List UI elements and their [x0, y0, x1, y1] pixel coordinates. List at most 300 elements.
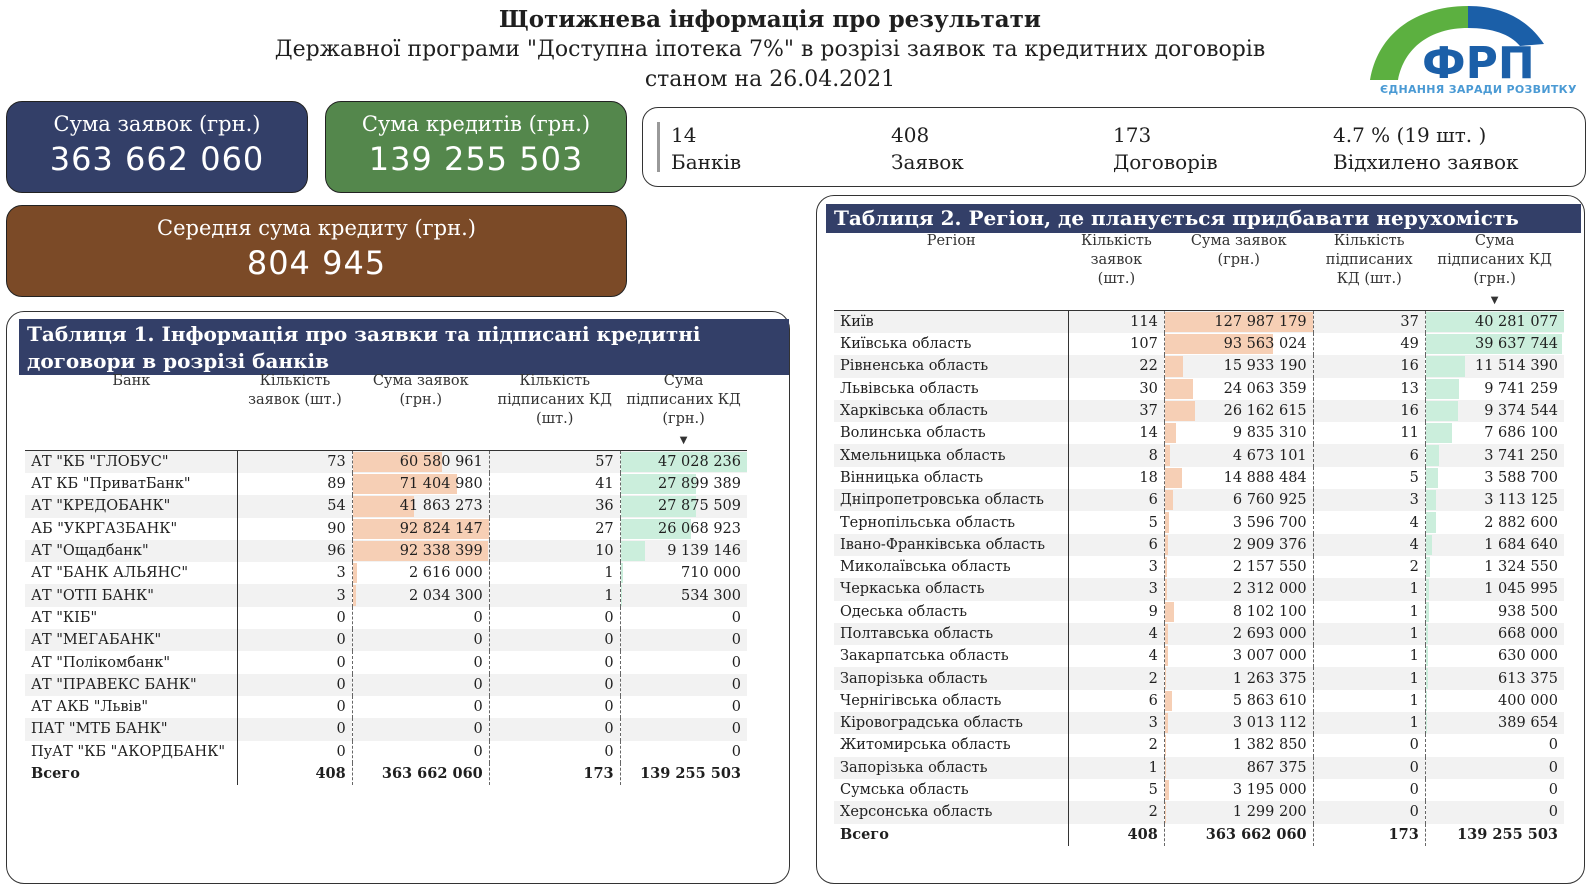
table-row[interactable]	[834, 645, 1564, 667]
cell-name: Закарпатська область	[834, 645, 1068, 667]
cell-count: 37	[1068, 400, 1164, 422]
cell-kd-sum: 0	[1548, 737, 1558, 754]
cell-count: 3	[1068, 556, 1164, 578]
cell-sum: 92 338 399	[352, 540, 489, 562]
cell-sum: 4 673 101	[1164, 444, 1313, 466]
cell-count: 0	[238, 674, 353, 696]
sort-desc-icon[interactable]: ▼	[679, 435, 688, 446]
cell-sum: 2 157 550	[1164, 556, 1313, 578]
cell-kd-count: 6	[1313, 444, 1425, 466]
cell-kd-count: 1	[1313, 623, 1425, 645]
cell-sum: 3 007 000	[1164, 645, 1313, 667]
cell-name: Сумська область	[834, 779, 1068, 801]
sum-bar	[1165, 602, 1174, 622]
cell-name: Полтавська область	[834, 623, 1068, 645]
cell-kd-count: 0	[1313, 734, 1425, 756]
col-header-count[interactable]: Кількість заявок (шт.)	[1068, 232, 1164, 311]
cell-name: Тернопільська область	[834, 511, 1068, 533]
regions-table	[834, 232, 1564, 846]
cell-sum: 41 863 273	[352, 495, 489, 517]
cell-name: Запорізька область	[834, 757, 1068, 779]
cell-kd-sum: 630 000	[1425, 645, 1564, 667]
report-subtitle: Державної програми "Доступна іпотека 7%" в розрізі заявок та кредитних договорів	[274, 37, 1266, 62]
cell-kd-count: 16	[1313, 400, 1425, 422]
cell-kd-sum: 0	[620, 629, 747, 651]
kd-bar	[1426, 356, 1466, 376]
total-sum: 363 662 060	[1164, 824, 1313, 846]
cell-kd-sum: 0	[1425, 757, 1564, 779]
cell-count: 22	[1068, 355, 1164, 377]
cell-kd-count: 37	[1313, 311, 1425, 334]
kd-bar	[1426, 445, 1439, 465]
sum-bar	[1165, 512, 1169, 532]
cell-sum: 1 382 850	[1164, 734, 1313, 756]
table-row[interactable]	[834, 690, 1564, 712]
kpi-average-credit	[6, 205, 627, 297]
total-row	[25, 763, 747, 785]
cell-count: 89	[238, 473, 353, 495]
cell-kd-count: 0	[489, 674, 620, 696]
cell-sum: 3 596 700	[1164, 511, 1313, 533]
cell-kd-sum: 0	[620, 674, 747, 696]
stat-rejected	[1333, 122, 1519, 176]
table-row[interactable]	[834, 556, 1564, 578]
table-row[interactable]	[25, 540, 747, 562]
cell-sum: 127 987 179	[1164, 311, 1313, 334]
cell-sum: 2 616 000	[352, 562, 489, 584]
sum-bar	[1165, 423, 1176, 443]
cell-name: Дніпропетровська область	[834, 489, 1068, 511]
report-date: станом на 26.04.2021	[644, 67, 896, 92]
cell-sum: 0	[352, 607, 489, 629]
cell-sum: 71 404 980	[352, 473, 489, 495]
table-row[interactable]	[834, 422, 1564, 444]
total-label: Всего	[834, 824, 1068, 846]
regions-panel	[816, 195, 1585, 884]
table-row[interactable]	[25, 651, 747, 673]
table-row[interactable]	[25, 473, 747, 495]
sum-bar	[1165, 780, 1169, 800]
cell-sum: 3 013 112	[1164, 712, 1313, 734]
total-count: 408	[238, 763, 353, 785]
cell-name: Херсонська область	[834, 801, 1068, 823]
cell-kd-count: 0	[489, 741, 620, 763]
cell-kd-sum: 0	[1425, 801, 1564, 823]
cell-kd-count: 0	[1313, 779, 1425, 801]
kd-bar	[1426, 401, 1458, 421]
cell-count: 4	[1068, 645, 1164, 667]
cell-count: 6	[1068, 489, 1164, 511]
cell-count: 18	[1068, 467, 1164, 489]
col-header-sum[interactable]: Сума заявок (грн.)	[1164, 232, 1313, 311]
cell-kd-sum: 2 882 600	[1425, 511, 1564, 533]
table-row[interactable]	[834, 623, 1564, 645]
kpi-label: Середня сума кредиту (грн.)	[157, 216, 476, 240]
cell-count: 0	[238, 718, 353, 740]
kpi-label: Сума заявок (грн.)	[53, 112, 261, 136]
cell-name: АТ АКБ "Львів"	[25, 696, 238, 718]
cell-name: Кіровоградська область	[834, 712, 1068, 734]
cell-kd-count: 5	[1313, 467, 1425, 489]
cell-kd-count: 0	[489, 629, 620, 651]
cell-kd-sum: 3 588 700	[1425, 467, 1564, 489]
sum-bar	[1165, 401, 1195, 421]
cell-kd-count: 1	[1313, 645, 1425, 667]
cell-sum: 3 195 000	[1164, 779, 1313, 801]
cell-name: АТ "КБ "ГЛОБУС"	[25, 451, 238, 474]
table-row[interactable]	[25, 674, 747, 696]
total-label: Всего	[25, 763, 238, 785]
kd-bar	[1426, 624, 1428, 644]
cell-count: 3	[1068, 712, 1164, 734]
table-row[interactable]	[834, 511, 1564, 533]
cell-kd-sum: 27 899 389	[620, 473, 747, 495]
kd-bar	[621, 541, 646, 561]
col-header-bank[interactable]: Банк	[25, 372, 238, 451]
kpi-label: Сума кредитів (грн.)	[361, 112, 591, 136]
cell-kd-count: 1	[489, 584, 620, 606]
cell-name: АТ "БАНК АЛЬЯНС"	[25, 562, 238, 584]
table-row[interactable]	[25, 696, 747, 718]
cell-count: 107	[1068, 333, 1164, 355]
cell-count: 5	[1068, 511, 1164, 533]
cell-sum: 2 034 300	[352, 584, 489, 606]
stat-label: Банків	[671, 150, 742, 174]
cell-name: Миколаївська область	[834, 556, 1068, 578]
cell-kd-count: 4	[1313, 534, 1425, 556]
total-sum: 363 662 060	[352, 763, 489, 785]
cell-count: 5	[1068, 779, 1164, 801]
table-row[interactable]	[834, 444, 1564, 466]
table-row[interactable]	[25, 584, 747, 606]
table-row[interactable]	[834, 801, 1564, 823]
sum-bar	[1165, 668, 1166, 688]
cell-kd-count: 0	[1313, 757, 1425, 779]
table-row[interactable]	[834, 489, 1564, 511]
cell-count: 90	[238, 518, 353, 540]
cell-kd-sum: 0	[731, 609, 741, 626]
cell-count: 0	[238, 696, 353, 718]
cell-kd-sum: 0	[731, 743, 741, 760]
cell-kd-sum: 1 684 640	[1425, 534, 1564, 556]
col-header-kd-sum[interactable]: Сума підписаних КД (грн.) ▼	[1425, 232, 1564, 311]
cell-count: 73	[238, 451, 353, 474]
logo-tagline: ЄДНАННЯ ЗАРАДИ РОЗВИТКУ	[1380, 83, 1577, 96]
cell-kd-count: 41	[489, 473, 620, 495]
cell-count: 96	[238, 540, 353, 562]
cell-name: Київська область	[834, 333, 1068, 355]
cell-name: АТ "ОТП БАНК"	[25, 584, 238, 606]
cell-name: Івано-Франківська область	[834, 534, 1068, 556]
table-row[interactable]	[834, 712, 1564, 734]
sort-desc-icon[interactable]: ▼	[1490, 295, 1499, 306]
table-row[interactable]	[834, 467, 1564, 489]
total-row	[834, 824, 1564, 846]
cell-count: 0	[238, 651, 353, 673]
cell-sum: 0	[352, 718, 489, 740]
cell-name: Чернігівська область	[834, 690, 1068, 712]
cell-name: АТ "Полікомбанк"	[25, 651, 238, 673]
cell-name: АТ КБ "ПриватБанк"	[25, 473, 238, 495]
sum-bar	[1165, 624, 1168, 644]
table-row[interactable]	[834, 734, 1564, 756]
cell-kd-count: 0	[489, 651, 620, 673]
cell-sum: 2 312 000	[1164, 578, 1313, 600]
cell-kd-count: 1	[1313, 712, 1425, 734]
cell-kd-count: 16	[1313, 355, 1425, 377]
cell-kd-sum: 710 000	[620, 562, 747, 584]
cell-sum: 1 299 200	[1164, 801, 1313, 823]
cell-kd-sum: 0	[620, 718, 747, 740]
kd-bar	[1426, 646, 1428, 666]
stat-label: Договорів	[1113, 150, 1218, 174]
cell-kd-sum: 534 300	[620, 584, 747, 606]
cell-count: 14	[1068, 422, 1164, 444]
table-row[interactable]	[834, 534, 1564, 556]
cell-count: 3	[238, 562, 353, 584]
table-row[interactable]	[25, 518, 747, 540]
cell-sum: 24 063 359	[1164, 378, 1313, 400]
cell-kd-sum: 39 637 744	[1425, 333, 1564, 355]
table-row[interactable]	[834, 601, 1564, 623]
cell-kd-count: 1	[489, 562, 620, 584]
cell-kd-sum: 613 375	[1425, 667, 1564, 689]
cell-sum: 0	[352, 629, 489, 651]
sum-bar	[1165, 445, 1170, 465]
cell-kd-sum: 40 281 077	[1425, 311, 1564, 334]
sum-bar	[1165, 691, 1172, 711]
kpi-credits-sum	[325, 101, 627, 193]
kpi-value: 139 255 503	[368, 140, 584, 178]
table-row[interactable]	[25, 741, 747, 763]
kd-bar	[1426, 379, 1459, 399]
cell-kd-sum: 389 654	[1425, 712, 1564, 734]
cell-sum: 5 863 610	[1164, 690, 1313, 712]
cell-kd-count: 4	[1313, 511, 1425, 533]
cell-kd-sum: 27 875 509	[620, 495, 747, 517]
sum-bar	[1165, 379, 1193, 399]
cell-kd-sum: 1 045 995	[1425, 578, 1564, 600]
col-header-kd-count[interactable]: Кількість підписаних КД (шт.)	[1313, 232, 1425, 311]
cell-kd-count: 0	[489, 607, 620, 629]
col-header-count[interactable]: Кількість заявок (шт.)	[238, 372, 353, 451]
sum-bar	[1165, 758, 1166, 778]
cell-kd-count: 1	[1313, 601, 1425, 623]
cell-sum: 0	[352, 741, 489, 763]
sum-bar	[353, 563, 357, 583]
cell-name: ПАТ "МТБ БАНК"	[25, 718, 238, 740]
table-row[interactable]	[834, 667, 1564, 689]
cell-sum: 92 824 147	[352, 518, 489, 540]
cell-kd-sum: 0	[731, 699, 741, 716]
sum-bar	[1165, 802, 1167, 822]
cell-kd-sum: 9 374 544	[1425, 400, 1564, 422]
cell-sum: 9 835 310	[1164, 422, 1313, 444]
stat-number: 14	[671, 123, 697, 147]
kd-bar	[1426, 557, 1431, 577]
cell-kd-count: 3	[1313, 489, 1425, 511]
cell-name: АТ "МЕГАБАНК"	[25, 629, 238, 651]
table2-title: Таблиця 2. Регіон, де планується придбавати нерухомість	[826, 204, 1581, 233]
stat-number: 173	[1113, 123, 1152, 147]
table-row[interactable]	[25, 451, 747, 474]
cell-kd-sum: 0	[1548, 782, 1558, 799]
col-header-sum[interactable]: Сума заявок (грн.)	[352, 372, 489, 451]
cell-sum: 14 888 484	[1164, 467, 1313, 489]
cell-kd-count: 27	[489, 518, 620, 540]
cell-count: 0	[238, 607, 353, 629]
cell-name: Хмельницька область	[834, 444, 1068, 466]
cell-kd-count: 1	[1313, 690, 1425, 712]
cell-kd-sum: 3 741 250	[1425, 444, 1564, 466]
stat-label: Заявок	[891, 150, 964, 174]
cell-sum: 867 375	[1164, 757, 1313, 779]
kpi-applications-sum	[6, 101, 308, 193]
cell-kd-count: 57	[489, 451, 620, 474]
table-row[interactable]	[25, 629, 747, 651]
kpi-value: 363 662 060	[49, 140, 265, 178]
kd-bar	[1426, 535, 1432, 555]
cell-kd-sum: 7 686 100	[1425, 422, 1564, 444]
table-row[interactable]	[25, 607, 747, 629]
sum-bar	[1165, 535, 1168, 555]
kd-bar	[1426, 668, 1428, 688]
sum-bar	[1165, 356, 1183, 376]
sum-bar	[1165, 557, 1167, 577]
cell-sum: 0	[352, 696, 489, 718]
cell-kd-count: 11	[1313, 422, 1425, 444]
cell-kd-sum: 11 514 390	[1425, 355, 1564, 377]
sum-bar	[1165, 579, 1168, 599]
cell-count: 1	[1068, 757, 1164, 779]
sum-bar	[1165, 646, 1168, 666]
total-kd-count: 173	[1313, 824, 1425, 846]
cell-kd-count: 0	[1313, 801, 1425, 823]
cell-count: 0	[238, 741, 353, 763]
cell-count: 2	[1068, 801, 1164, 823]
cell-name: АТ "КРЕДОБАНК"	[25, 495, 238, 517]
cell-name: ПуАТ "КБ "АКОРДБАНК"	[25, 741, 238, 763]
total-kd-sum: 139 255 503	[620, 763, 747, 785]
table-row[interactable]	[834, 333, 1564, 355]
sum-bar	[1165, 490, 1173, 510]
stat-banks	[671, 122, 741, 176]
cell-kd-sum: 938 500	[1425, 601, 1564, 623]
cell-kd-count: 36	[489, 495, 620, 517]
table-row[interactable]	[834, 779, 1564, 801]
cell-count: 114	[1068, 311, 1164, 334]
cell-kd-sum: 9 139 146	[620, 540, 747, 562]
cell-count: 4	[1068, 623, 1164, 645]
sum-bar	[1165, 735, 1167, 755]
table-row[interactable]	[25, 718, 747, 740]
table-row[interactable]	[834, 578, 1564, 600]
cell-name: АТ "Ощадбанк"	[25, 540, 238, 562]
stat-contracts	[1113, 122, 1218, 176]
kd-bar	[1426, 579, 1430, 599]
cell-sum: 8 102 100	[1164, 601, 1313, 623]
kd-bar	[621, 563, 623, 583]
cell-count: 2	[1068, 734, 1164, 756]
cell-kd-count: 2	[1313, 556, 1425, 578]
table-row[interactable]	[834, 400, 1564, 422]
cell-count: 9	[1068, 601, 1164, 623]
cell-count: 6	[1068, 690, 1164, 712]
cell-kd-count: 1	[1313, 667, 1425, 689]
cell-name: Львівська область	[834, 378, 1068, 400]
total-count: 408	[1068, 824, 1164, 846]
kd-bar	[1426, 602, 1429, 622]
stat-number: 4.7 % (19 шт. )	[1333, 123, 1487, 147]
cell-kd-sum: 26 068 923	[620, 518, 747, 540]
kd-bar	[1426, 512, 1436, 532]
cell-sum: 60 580 961	[352, 451, 489, 474]
cell-name: АТ "ПРАВЕКС БАНК"	[25, 674, 238, 696]
table1-title: Таблиця 1. Інформація про заявки та підписані кредитні договори в розрізі банків	[19, 319, 789, 375]
cell-name: АБ "УКРГАЗБАНК"	[25, 518, 238, 540]
stats-panel	[642, 107, 1586, 187]
cell-kd-count: 13	[1313, 378, 1425, 400]
cell-sum: 0	[352, 651, 489, 673]
kpi-value: 804 945	[246, 244, 387, 282]
report-title: Щотижнева інформація про результати	[499, 6, 1041, 33]
report-header	[230, 4, 1310, 95]
total-kd-sum: 139 255 503	[1425, 824, 1564, 846]
cell-name: АТ "КІБ"	[25, 607, 238, 629]
kd-bar	[1426, 490, 1437, 510]
cell-count: 2	[1068, 667, 1164, 689]
cell-name: Житомирська область	[834, 734, 1068, 756]
table-row[interactable]	[834, 311, 1564, 334]
cell-count: 30	[1068, 378, 1164, 400]
kd-bar	[621, 585, 622, 605]
cell-kd-sum: 0	[731, 654, 741, 671]
col-header-kd-count[interactable]: Кількість підписаних КД (шт.)	[489, 372, 620, 451]
cell-sum: 2 693 000	[1164, 623, 1313, 645]
col-header-region[interactable]: Регіон	[834, 232, 1068, 311]
total-kd-count: 173	[489, 763, 620, 785]
cell-sum: 1 263 375	[1164, 667, 1313, 689]
sum-bar	[1165, 713, 1168, 733]
cell-count: 54	[238, 495, 353, 517]
table-row[interactable]	[834, 757, 1564, 779]
stat-label: Відхилено заявок	[1333, 150, 1519, 174]
cell-count: 0	[238, 629, 353, 651]
cell-count: 3	[1068, 578, 1164, 600]
kd-bar	[1426, 713, 1427, 733]
banks-panel	[6, 311, 790, 884]
cell-kd-count: 0	[489, 696, 620, 718]
cell-kd-sum: 3 113 125	[1425, 489, 1564, 511]
sum-bar	[353, 585, 356, 605]
table-row[interactable]	[25, 495, 747, 517]
table-row[interactable]	[834, 355, 1564, 377]
cell-kd-sum: 9 741 259	[1425, 378, 1564, 400]
cell-name: Волинська область	[834, 422, 1068, 444]
cell-kd-count: 10	[489, 540, 620, 562]
cell-kd-count: 0	[489, 718, 620, 740]
cell-kd-sum: 400 000	[1425, 690, 1564, 712]
cell-name: Рівненська область	[834, 355, 1068, 377]
table-row[interactable]	[25, 562, 747, 584]
cell-kd-count: 1	[1313, 578, 1425, 600]
cell-name: Черкаська область	[834, 578, 1068, 600]
kd-bar	[1426, 468, 1438, 488]
col-header-kd-sum[interactable]: Сума підписаних КД (грн.) ▼	[620, 372, 747, 451]
cell-sum: 6 760 925	[1164, 489, 1313, 511]
kd-bar	[1426, 691, 1427, 711]
table-row[interactable]	[834, 378, 1564, 400]
